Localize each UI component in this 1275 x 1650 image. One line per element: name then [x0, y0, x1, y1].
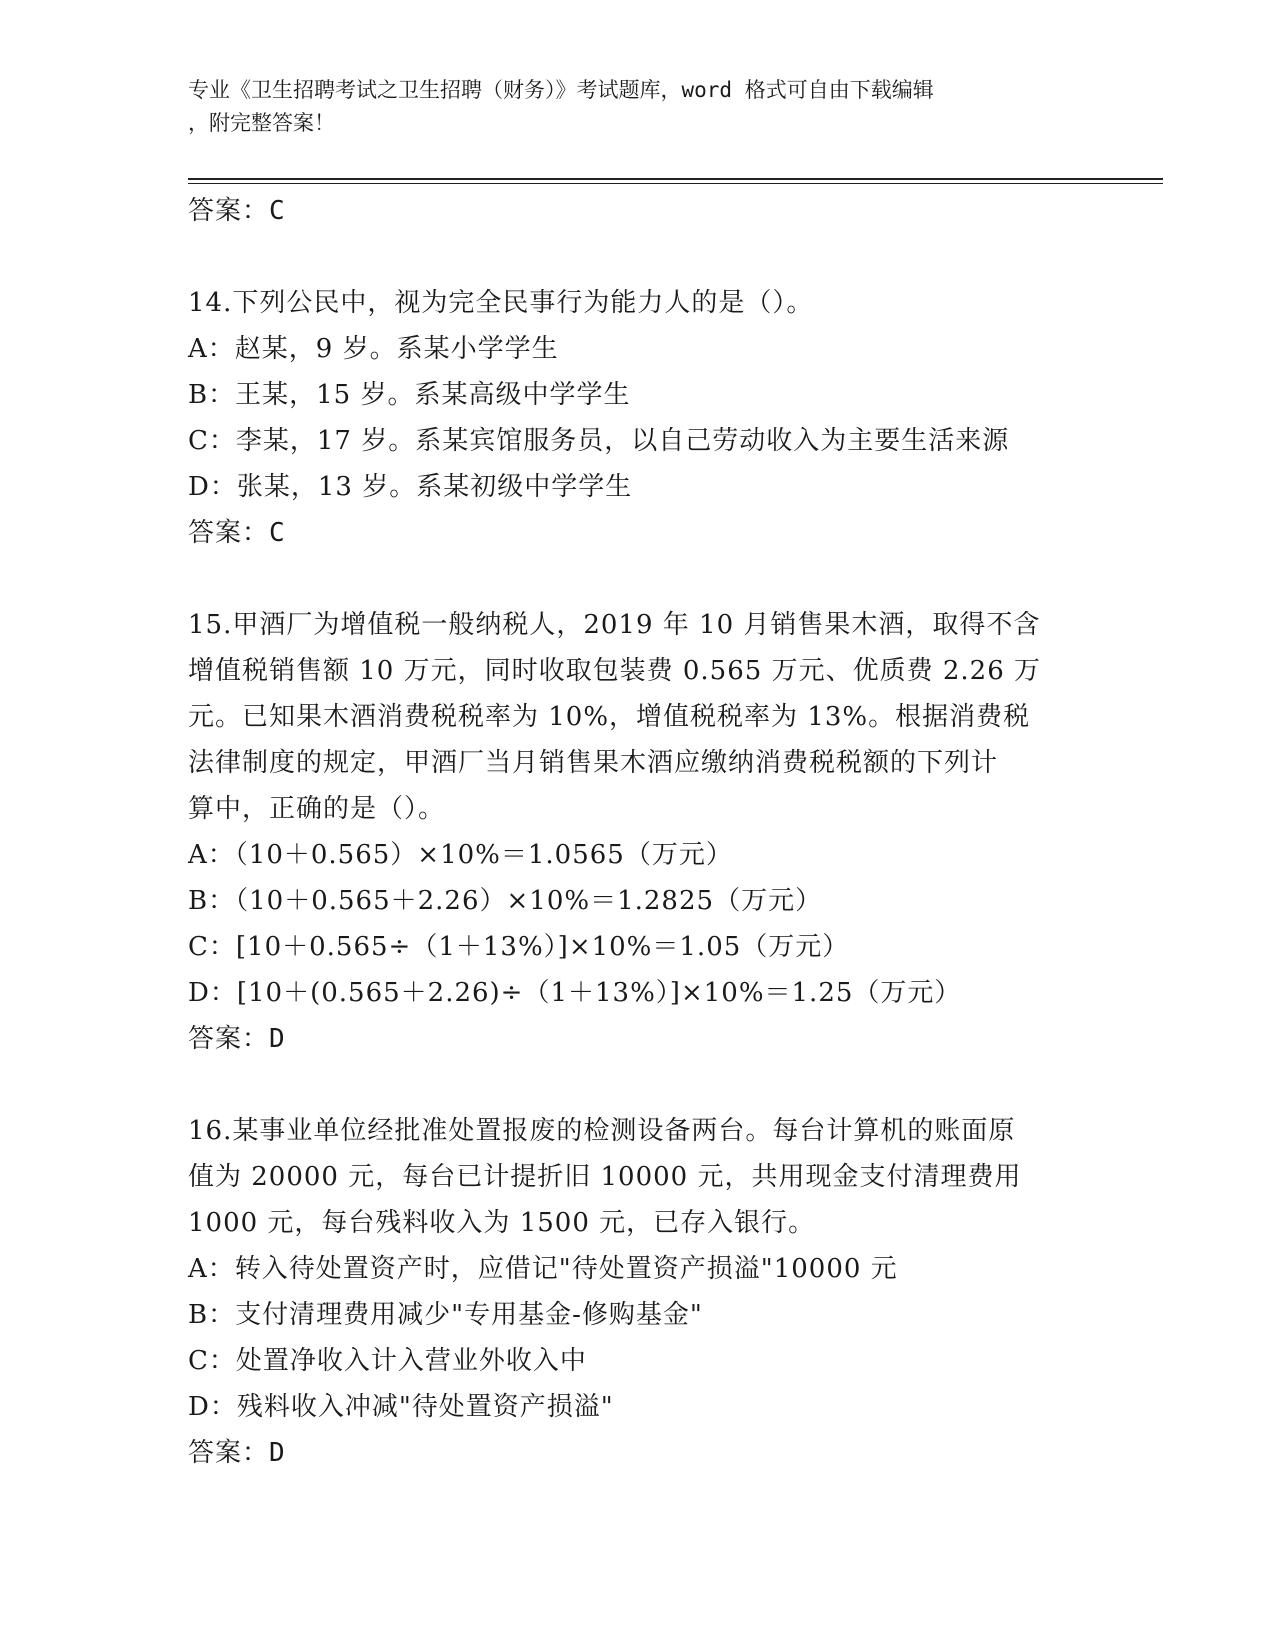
answer-line: 答案：C [188, 518, 286, 548]
header-line-1: 专业《卫生招聘考试之卫生招聘（财务）》考试题库，word 格式可自由下载编辑 [188, 78, 934, 102]
option-c: C：李某，17 岁。系某宾馆服务员，以自己劳动收入为主要生活来源 [188, 426, 1010, 456]
question-stem: 1000 元，每台残料收入为 1500 元，已存入银行。 [188, 1208, 816, 1238]
page-header [188, 74, 1068, 140]
question-stem: 14.下列公民中，视为完全民事行为能力人的是（）。 [188, 288, 814, 318]
header-line-2: ，附完整答案！ [188, 111, 335, 135]
option-b: B：支付清理费用减少"专用基金-修购基金" [188, 1300, 703, 1330]
question-stem: 算中，正确的是（）。 [188, 794, 446, 824]
option-d: D：[10＋(0.565＋2.26)÷（1＋13%）]×10%＝1.25（万元） [188, 978, 962, 1008]
question-stem: 15.甲酒厂为增值税一般纳税人，2019 年 10 月销售果木酒，取得不含 [188, 610, 1041, 640]
question-15 [188, 602, 1088, 1062]
question-stem: 16.某事业单位经批准处置报废的检测设备两台。每台计算机的账面原 [188, 1116, 1016, 1146]
option-c: C：[10＋0.565÷（1＋13%）]×10%＝1.05（万元） [188, 932, 850, 962]
question-14 [188, 280, 1088, 556]
option-c: C：处置净收入计入营业外收入中 [188, 1346, 587, 1376]
question-stem: 值为 20000 元，每台已计提折旧 10000 元，共用现金支付清理费用 [188, 1162, 1022, 1192]
header-divider [188, 178, 1163, 180]
question-content [188, 188, 1088, 1476]
option-a: A：赵某，9 岁。系某小学学生 [188, 334, 559, 364]
option-a: A：（10＋0.565）×10%＝1.0565（万元） [188, 840, 733, 870]
answer-line: 答案：D [188, 1438, 286, 1468]
question-stem: 法律制度的规定，甲酒厂当月销售果木酒应缴纳消费税税额的下列计 [188, 748, 999, 778]
option-d: D：残料收入冲减"待处置资产损溢" [188, 1392, 614, 1422]
question-16 [188, 1108, 1088, 1476]
answer-line: 答案：D [188, 1024, 286, 1054]
option-d: D：张某，13 岁。系某初级中学学生 [188, 472, 633, 502]
question-stem: 元。已知果木酒消费税税率为 10%，增值税税率为 13%。根据消费税 [188, 702, 1031, 732]
option-a: A：转入待处置资产时，应借记"待处置资产损溢"10000 元 [188, 1254, 898, 1284]
option-b: B：（10＋0.565＋2.26）×10%＝1.2825（万元） [188, 886, 823, 916]
option-b: B：王某，15 岁。系某高级中学学生 [188, 380, 631, 410]
answer-line: 答案：C [188, 196, 286, 226]
question-stem: 增值税销售额 10 万元，同时收取包装费 0.565 万元、优质费 2.26 万 [188, 656, 1041, 686]
header-divider-thin [188, 183, 1163, 184]
